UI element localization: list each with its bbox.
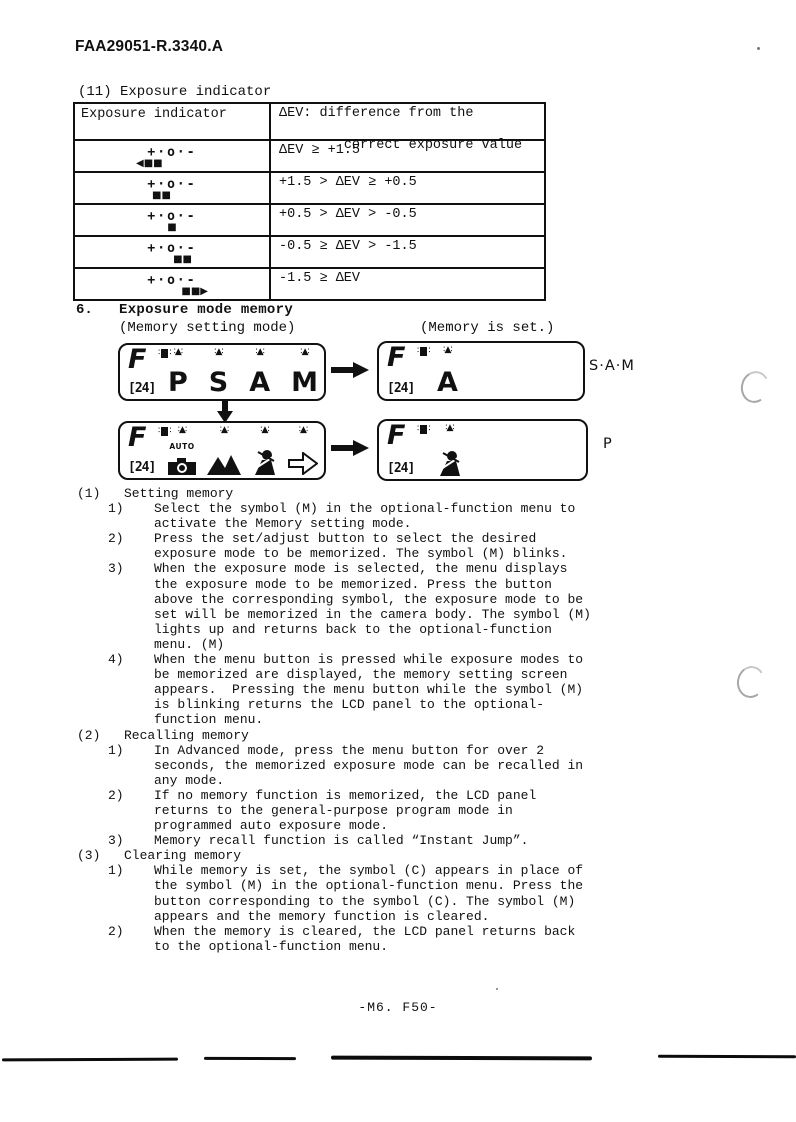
list-item — [77, 501, 737, 531]
blink-icon: ∶▲∶ — [219, 425, 229, 435]
ray-mark: ∶ — [428, 424, 431, 434]
film-cartridge-icon — [158, 427, 172, 436]
exposure-scale-blocks: ■■ — [173, 254, 192, 265]
arrow-down-icon — [216, 401, 234, 423]
ray-mark: ∶ — [417, 424, 420, 434]
exposure-indicator-cell — [75, 141, 271, 171]
item-number: 3) — [108, 833, 124, 849]
exposure-scale: +·o·- — [147, 209, 197, 224]
cartridge-box — [161, 427, 168, 436]
table-row — [75, 139, 544, 171]
lcd-panel-memory-set-portrait — [377, 419, 588, 481]
table-row — [75, 267, 544, 299]
exposure-scale: +·o·- — [147, 273, 197, 288]
section-heading — [77, 728, 737, 743]
item-line: appears and the memory function is cleared. — [154, 908, 490, 924]
section-heading-number: (1) — [77, 486, 101, 501]
exposure-scale-blocks: ◀■■ — [136, 158, 163, 169]
instructions — [77, 486, 737, 954]
item-line: Memory recall function is called “Instant Jump”. — [154, 833, 529, 849]
frame-counter: [24] — [387, 461, 415, 476]
item-lines — [154, 743, 583, 788]
ray-mark: ∶ — [158, 348, 161, 358]
item-line: appears. Pressing the menu button while the symbol (M) — [154, 682, 584, 698]
bottom-rule-segment — [658, 1055, 796, 1058]
scan-speck — [757, 47, 760, 50]
item-line: returns to the general-purpose program mode in — [154, 802, 513, 818]
item-line: When the exposure mode is selected, the menu displays — [154, 561, 568, 577]
blink-icon: ∶▲∶ — [443, 345, 452, 355]
header-line-2: correct exposure value — [343, 138, 523, 153]
mode-unit-a — [437, 346, 458, 396]
instruction-section — [77, 848, 737, 954]
film-advance-indicator: F — [128, 344, 145, 375]
ev-range-cell: ΔEV ≥ +1.5 — [279, 143, 361, 158]
item-line: any mode. — [154, 772, 225, 788]
film-cartridge-icon — [417, 425, 431, 434]
frame-counter: [24] — [387, 381, 415, 396]
item-line: seconds, the memorized exposure mode can be recalled in — [154, 757, 584, 773]
item-lines — [154, 833, 528, 848]
item-line: menu. (M) — [154, 636, 225, 652]
item-line: set will be memorized in the camera body. The symbol (M) — [154, 606, 591, 622]
section-heading-number: (3) — [77, 848, 101, 864]
item-line: programmed auto exposure mode. — [154, 818, 389, 834]
exposure-indicator-cell — [75, 205, 271, 235]
blink-icon: ∶▲∶ — [445, 423, 454, 433]
mode-unit-next — [288, 426, 318, 475]
list-item — [77, 531, 737, 561]
item-lines — [154, 924, 575, 954]
table-row — [75, 171, 544, 203]
ray-mark: ∶ — [169, 426, 172, 436]
section-heading-title: Setting memory — [124, 486, 234, 501]
cartridge-box — [420, 347, 427, 356]
arrow-right-icon — [331, 439, 369, 457]
bottom-rule-segment — [2, 1058, 178, 1062]
film-advance-indicator: F — [387, 420, 404, 451]
item-number: 3) — [108, 561, 124, 577]
instruction-section — [77, 486, 737, 728]
item-line: be memorized are displayed, the memory setting screen — [154, 667, 568, 683]
panel2-modes — [425, 346, 577, 396]
item-line: the symbol (M) in the optional-function menu. Press the — [154, 878, 584, 894]
section-heading — [77, 486, 737, 501]
page-footer: -M6. F50- — [358, 1000, 438, 1015]
auto-label: AUTO — [169, 441, 195, 451]
lcd-panel-memory-setting-psam — [118, 343, 326, 401]
mode-letter: S — [208, 367, 229, 398]
item-lines — [154, 788, 536, 833]
mode-letter: P — [167, 367, 188, 398]
ray-mark: ∶ — [169, 348, 172, 358]
instruction-section — [77, 728, 737, 849]
mode-letter: A — [437, 367, 458, 398]
caption-memory-is-set: (Memory is set.) — [420, 320, 555, 336]
ray-mark: ∶ — [428, 346, 431, 356]
item-number: 2) — [108, 531, 124, 547]
list-item — [77, 652, 737, 727]
mode-unit-m — [291, 348, 318, 396]
header-exposure-indicator: Exposure indicator — [75, 104, 271, 139]
mode-unit-auto — [168, 426, 196, 475]
item-line: exposure mode to be memorized. The symbol (M) blinks. — [154, 546, 568, 562]
film-cartridge-icon — [158, 349, 172, 358]
mode-unit-s — [209, 348, 228, 396]
label-p: P — [603, 436, 613, 452]
item-line: If no memory function is memorized, the LCD panel — [154, 787, 537, 803]
ev-range-cell: -1.5 ≥ ΔEV — [279, 271, 361, 286]
item-lines — [154, 501, 575, 531]
blink-icon: ∶▲∶ — [260, 425, 269, 435]
exposure-scale: +·o·- — [147, 145, 197, 160]
item-line: is blinking returns the LCD panel to the optional- — [154, 697, 545, 713]
item-line: the exposure mode to be memorized. Press the button — [154, 576, 552, 592]
exposure-indicator-cell — [75, 237, 271, 267]
section-heading-number: (2) — [77, 727, 101, 743]
lcd-panel-memory-set-a — [377, 341, 585, 401]
film-cartridge-icon — [417, 347, 431, 356]
item-line: Select the symbol (M) in the optional-function menu to — [154, 501, 576, 517]
list-item — [77, 743, 737, 788]
item-line: activate the Memory setting mode. — [154, 516, 412, 532]
portrait-icon — [252, 449, 277, 475]
bottom-rule-segment — [331, 1056, 592, 1061]
ev-range-cell: +1.5 > ΔEV ≥ +0.5 — [279, 175, 417, 190]
section-number: 6. — [76, 302, 93, 318]
ev-range-cell: +0.5 > ΔEV > -0.5 — [279, 207, 417, 222]
mode-letter: A — [249, 367, 271, 398]
exposure-scale: +·o·- — [147, 241, 197, 256]
item-number: 1) — [108, 742, 124, 758]
blink-icon: ∶▲∶ — [173, 347, 183, 357]
exposure-scale-blocks: ■■ — [152, 190, 171, 201]
item-lines — [154, 652, 583, 727]
table-row — [75, 235, 544, 267]
ray-mark: ∶ — [417, 346, 420, 356]
document-number: FAA29051-R.3340.A — [75, 38, 224, 55]
open-arrow-icon — [288, 452, 318, 475]
mode-unit-landscape — [207, 426, 241, 475]
punch-hole-mark — [734, 664, 767, 700]
item-line: lights up and returns back to the optional-function — [154, 621, 552, 637]
blink-icon: ∶▲∶ — [214, 347, 223, 357]
bottom-rule-segment — [204, 1057, 296, 1060]
blink-icon: ∶▲∶ — [298, 425, 308, 435]
list-item — [77, 561, 737, 652]
exposure-scale-blocks: ■■▶ — [181, 286, 208, 297]
mode-unit-portrait — [252, 426, 277, 475]
film-advance-indicator: F — [128, 422, 145, 453]
table-row — [75, 203, 544, 235]
mode-unit-a — [249, 348, 270, 396]
item-number: 1) — [108, 501, 124, 517]
blink-icon: ∶▲∶ — [255, 347, 264, 357]
mode-letter: M — [291, 367, 318, 398]
portrait-icon — [437, 450, 462, 476]
section-heading — [77, 848, 737, 863]
exposure-table-caption: (11) Exposure indicator — [78, 84, 272, 100]
arrow-right-icon — [331, 361, 369, 379]
item-line: When the memory is cleared, the LCD panel returns back — [154, 923, 576, 939]
film-advance-indicator: F — [387, 342, 404, 373]
item-lines — [154, 561, 591, 652]
frame-counter: [24] — [128, 460, 156, 475]
item-line: function menu. — [154, 712, 264, 728]
exposure-scale: +·o·- — [147, 177, 197, 192]
ev-range-cell: -0.5 ≥ ΔEV > -1.5 — [279, 239, 417, 254]
camera-icon — [168, 458, 196, 475]
cartridge-box — [161, 349, 168, 358]
item-line: When the menu button is pressed while exposure modes to — [154, 652, 584, 668]
mode-unit-portrait — [437, 424, 462, 476]
item-line: While memory is set, the symbol (C) appears in place of — [154, 863, 584, 879]
item-number: 2) — [108, 787, 124, 803]
blink-icon: ∶▲∶ — [300, 347, 309, 357]
frame-counter: [24] — [128, 381, 156, 396]
film-column — [128, 422, 156, 475]
exposure-indicator-cell — [75, 173, 271, 203]
item-number: 2) — [108, 923, 124, 939]
cartridge-box — [420, 425, 427, 434]
scan-speck — [496, 988, 498, 990]
panel1-modes — [156, 348, 318, 396]
list-item — [77, 833, 737, 848]
item-line: Press the set/adjust button to select the desired — [154, 531, 537, 547]
exposure-scale-blocks: ■ — [167, 222, 177, 233]
section-heading-title: Recalling memory — [124, 727, 249, 743]
item-line: In Advanced mode, press the menu button for over 2 — [154, 742, 545, 758]
item-lines — [154, 531, 567, 561]
blink-icon: ∶▲∶ — [177, 425, 187, 435]
item-line: to the optional-function menu. — [154, 938, 389, 954]
section-heading-title: Clearing memory — [124, 848, 242, 864]
panel3-icons — [156, 426, 318, 475]
punch-hole-mark — [738, 368, 773, 406]
panel4-icons — [425, 424, 580, 476]
caption-memory-setting-mode: (Memory setting mode) — [119, 320, 296, 336]
item-lines — [154, 863, 583, 923]
item-number: 1) — [108, 863, 124, 879]
exposure-indicator-table — [73, 102, 546, 301]
list-item — [77, 924, 737, 954]
header-line-1: ΔEV: difference from the — [279, 106, 474, 121]
ray-mark: ∶ — [158, 426, 161, 436]
list-item — [77, 863, 737, 923]
item-line: button corresponding to the symbol (C). The symbol (M) — [154, 893, 576, 909]
film-column — [128, 344, 156, 396]
label-sam: S·A·M — [589, 358, 635, 374]
item-number: 4) — [108, 652, 124, 668]
exposure-indicator-cell — [75, 269, 271, 299]
mountains-icon — [207, 454, 241, 475]
exposure-table-rows — [75, 139, 544, 299]
lcd-panel-memory-setting-picture-modes — [118, 421, 326, 480]
list-item — [77, 788, 737, 833]
item-line: above the corresponding symbol, the exposure mode to be — [154, 591, 584, 607]
section-title: Exposure mode memory — [119, 302, 294, 318]
